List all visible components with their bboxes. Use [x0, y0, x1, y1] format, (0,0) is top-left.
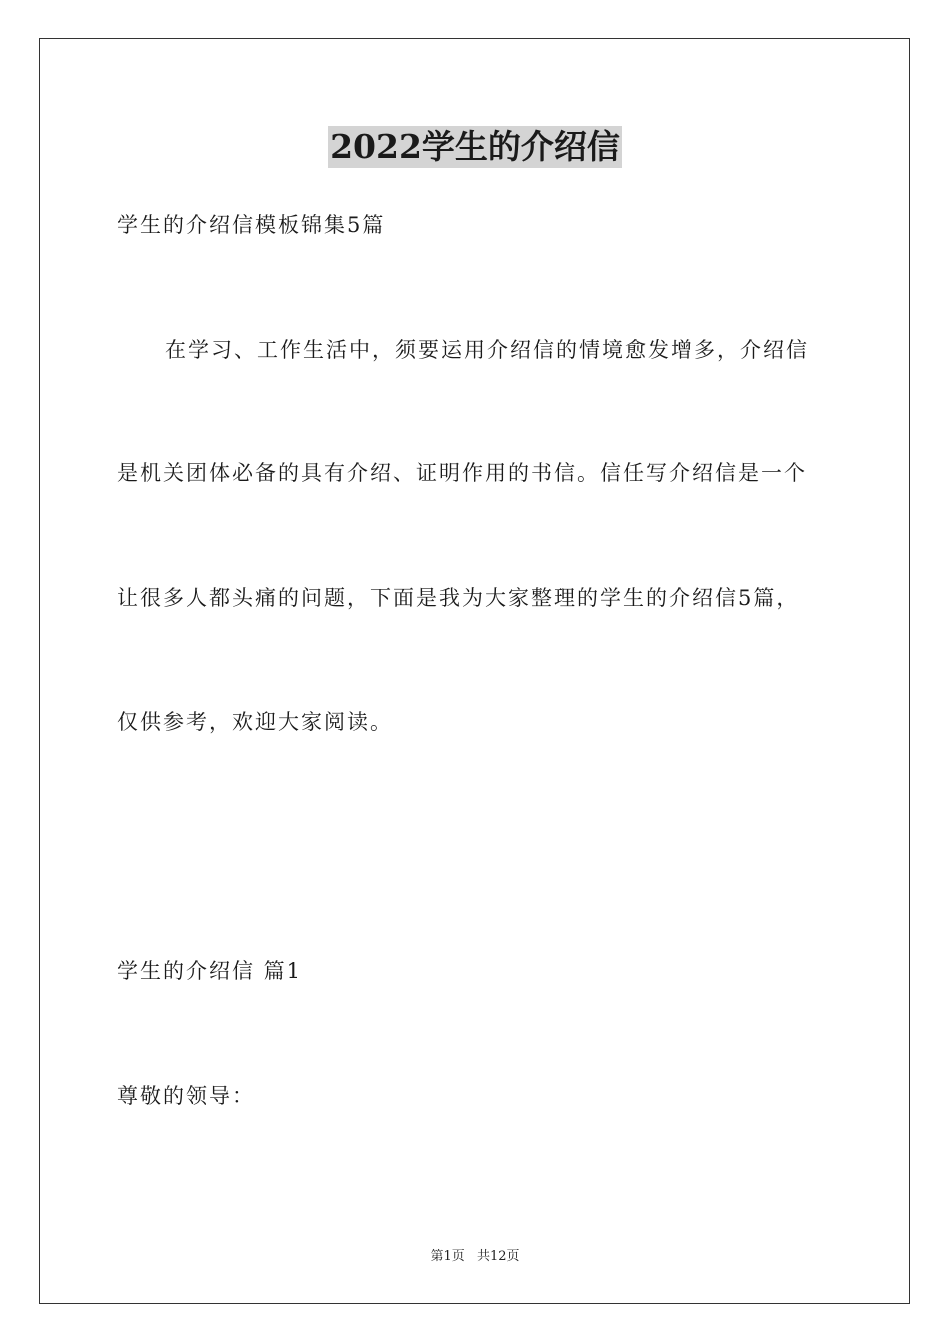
document-subtitle: 学生的介绍信模板锦集5篇 [117, 213, 386, 237]
page-number: 第1页 [430, 1249, 465, 1264]
title-container [0, 126, 950, 168]
document-title: 2022学生的介绍信 [330, 127, 620, 166]
section-heading: 学生的介绍信 篇1 [117, 959, 303, 983]
paragraph-line-1: 在学习、工作生活中，须要运用介绍信的情境愈发增多，介绍信 [165, 338, 809, 362]
paragraph-line-4: 仅供参考，欢迎大家阅读。 [117, 710, 393, 734]
page-footer [0, 1248, 950, 1266]
page-total: 共12页 [476, 1249, 520, 1264]
paragraph-line-3: 让很多人都头痛的问题，下面是我为大家整理的学生的介绍信5篇， [117, 586, 800, 610]
paragraph-line-2: 是机关团体必备的具有介绍、证明作用的书信。信任写介绍信是一个 [117, 461, 807, 485]
salutation: 尊敬的领导： [117, 1084, 255, 1108]
